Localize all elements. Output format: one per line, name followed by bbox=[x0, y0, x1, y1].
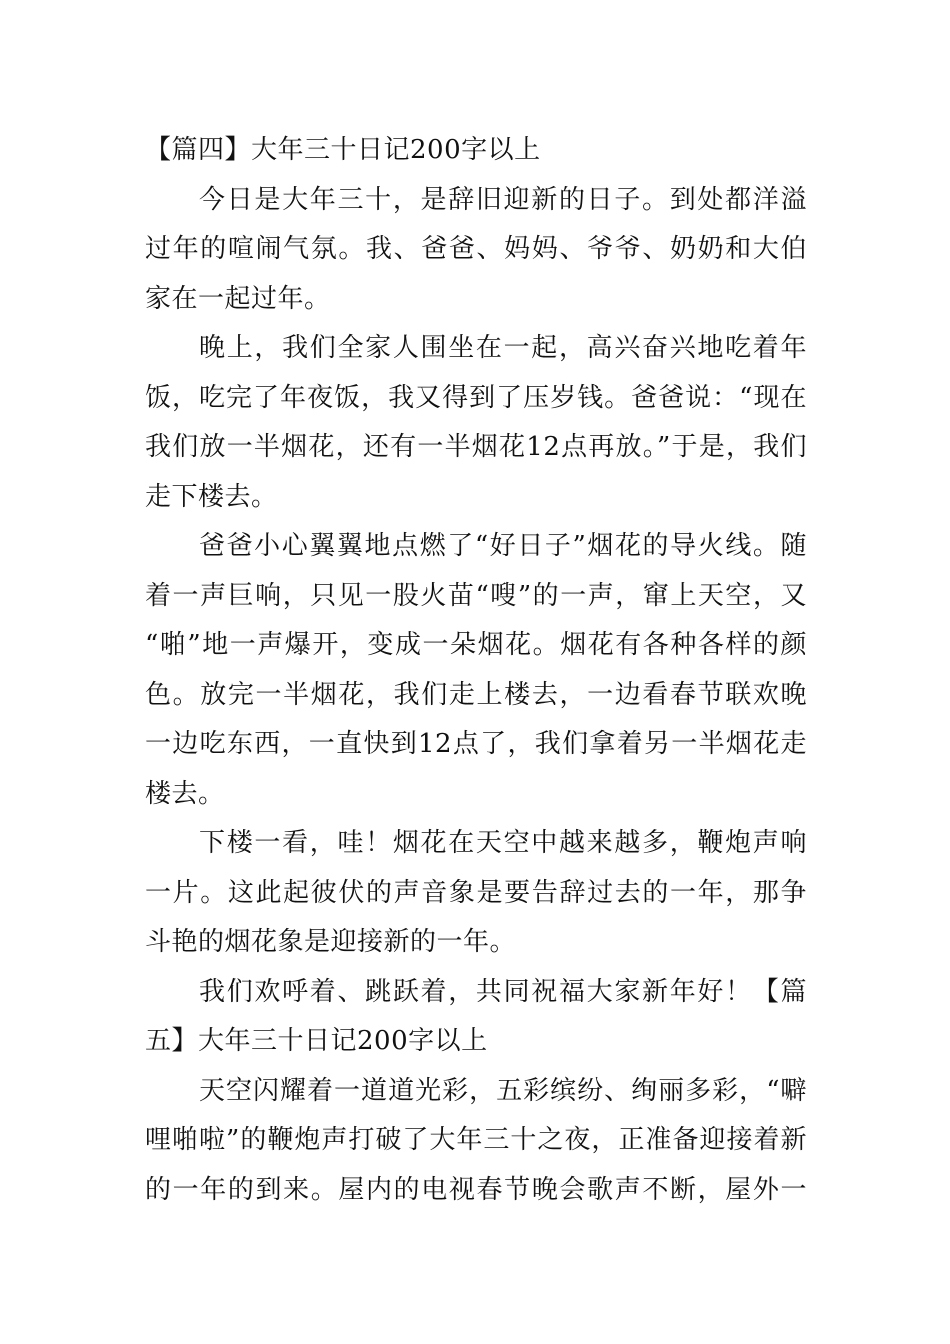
document-body bbox=[145, 126, 807, 1215]
text-line: 色。放完一半烟花，我们走上楼去，一边看春节联欢晚 bbox=[145, 679, 807, 710]
text-line: 我们放一半烟花，还有一半烟花12点再放。”于是，我们 bbox=[145, 432, 807, 462]
text-line: 五】大年三十日记200字以上 bbox=[145, 1026, 488, 1056]
text-line: 过年的喧闹气氛。我、爸爸、妈妈、爷爷、奶奶和大伯 bbox=[145, 234, 807, 264]
text-line: 爸爸小心翼翼地点燃了“好日子”烟花的导火线。随 bbox=[199, 531, 807, 561]
text-line: 哩啪啦”的鞭炮声打破了大年三十之夜，正准备迎接着新 bbox=[145, 1125, 807, 1155]
text-line: 的一年的到来。屋内的电视春节晚会歌声不断，屋外一 bbox=[145, 1174, 807, 1205]
text-line: 斗艳的烟花象是迎接新的一年。 bbox=[145, 927, 517, 957]
text-line: 走下楼去。 bbox=[145, 481, 278, 512]
text-line: 着一声巨响，只见一股火苗“嗖”的一声，窜上天空，又 bbox=[145, 580, 807, 611]
text-line: 家在一起过年。 bbox=[145, 283, 331, 314]
text-line: 天空闪耀着一道道光彩，五彩缤纷、绚丽多彩，“噼 bbox=[199, 1075, 807, 1106]
text-line: 下楼一看，哇！烟花在天空中越来越多，鞭炮声响 bbox=[199, 828, 807, 858]
text-line: “啪”地一声爆开，变成一朵烟花。烟花有各种各样的颜 bbox=[145, 630, 807, 660]
text-line: 一边吃东西，一直快到12点了，我们拿着另一半烟花走 bbox=[145, 729, 807, 759]
text-line: 晚上，我们全家人围坐在一起，高兴奋兴地吃着年 bbox=[199, 333, 807, 363]
text-line: 一片。这此起彼伏的声音象是要告辞过去的一年，那争 bbox=[145, 877, 807, 908]
text-line: 楼去。 bbox=[145, 778, 225, 809]
text-line: 我们欢呼着、跳跃着，共同祝福大家新年好！【篇 bbox=[199, 976, 807, 1007]
text-line: 今日是大年三十，是辞旧迎新的日子。到处都洋溢 bbox=[199, 184, 807, 215]
section-heading: 【篇四】大年三十日记200字以上 bbox=[145, 135, 541, 165]
text-line: 饭，吃完了年夜饭，我又得到了压岁钱。爸爸说：“现在 bbox=[145, 382, 807, 413]
